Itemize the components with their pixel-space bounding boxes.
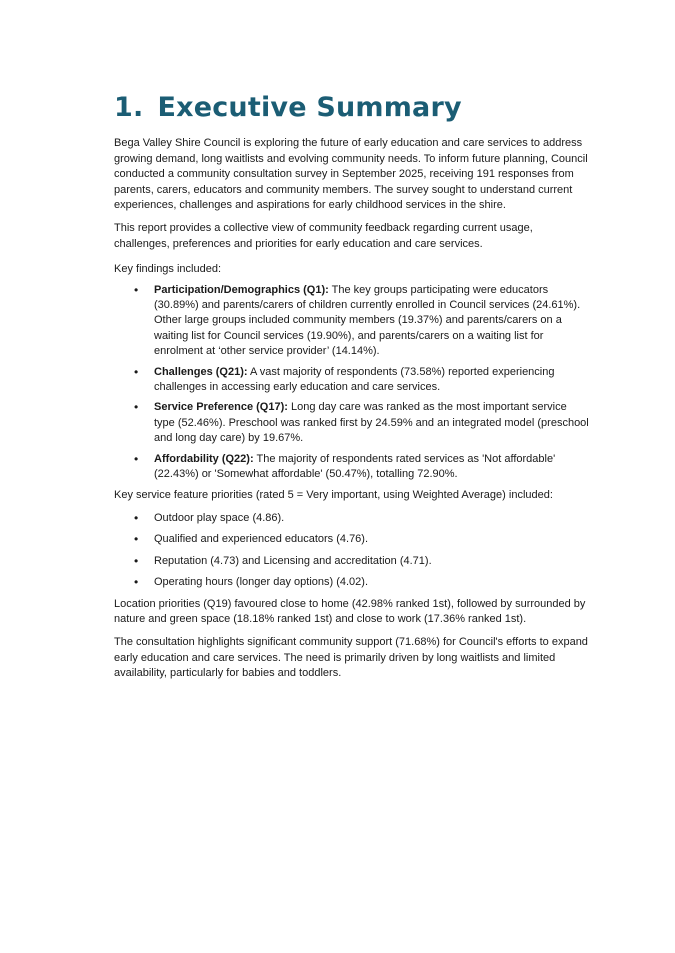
conclusion-paragraph: The consultation highlights significant community support (71.68%) for Council's efforts to expand early education and care services. The need is primarily driven by long waitlists and limited availability, particularly for babies and toddlers. <box>114 636 588 680</box>
key-finding-label: Participation/Demographics (Q1): <box>154 283 329 296</box>
key-finding-label: Challenges (Q21): <box>154 365 248 378</box>
section-title: Executive Summary <box>157 92 462 123</box>
key-finding-text: A vast majority of respondents (73.58%) reported experiencing challenges in accessing early education and care services. <box>154 365 555 394</box>
section-number: 1. <box>114 92 144 123</box>
key-findings-label: Key findings included: <box>114 263 222 276</box>
key-finding-item <box>154 400 589 446</box>
key-finding-item <box>154 365 589 396</box>
key-finding-text: Long day care was ranked as the most important service type (52.46%). Preschool was ranked first by 24.59% and an integrated model (preschool and long day care) by 19.67%. <box>154 401 589 445</box>
report-paragraph: This report provides a collective view of community feedback regarding current usage, challenges, preferences and priorities for early education and care services. <box>114 222 533 250</box>
location-paragraph: Location priorities (Q19) favoured close to home (42.98% ranked 1st), followed by surrounded by nature and green space (18.18% ranked 1st) and close to work (17.36% ranked 1st). <box>114 597 586 625</box>
key-finding-label: Affordability (Q22): <box>154 452 254 465</box>
feature-priorities-list <box>114 511 589 591</box>
key-finding-text: The majority of respondents rated services as 'Not affordable' (22.43%) or 'Somewhat affordable' (50.47%), totalling 72.90%. <box>154 452 556 481</box>
key-finding-item <box>154 452 589 483</box>
feature-priority-item: • Operating hours (longer day options) (4.02). <box>154 575 589 590</box>
key-finding-text: The key groups participating were educators (30.89%) and parents/carers of children currently enrolled in Council services (24.61%). Other large groups included community members (19.37%) and parents/carers on a waiting list for Council services (19.90%), and parents/carers on a waiting list for enrolment at ‘other service provider’ (14.14%). <box>154 283 581 358</box>
key-finding-label: Service Preference (Q17): <box>154 401 288 414</box>
feature-priorities-label: Key service feature priorities (rated 5 = Very important, using Weighted Average) included: <box>114 488 553 501</box>
feature-priority-item: • Qualified and experienced educators (4.76). <box>154 532 589 547</box>
feature-priority-item: • Reputation (4.73) and Licensing and accreditation (4.71). <box>154 554 589 569</box>
feature-priority-item: • Outdoor play space (4.86). <box>154 511 589 526</box>
key-finding-item <box>154 283 589 360</box>
intro-paragraph: Bega Valley Shire Council is exploring the future of early education and care services to address growing demand, long waitlists and evolving community needs. To inform future planning, Council conducted a community consultation survey in September 2025, receiving 191 responses from parents, carers, educators and community members. The survey sought to understand current experiences, challenges and aspirations for early childhood services in the shire. <box>114 137 588 212</box>
key-findings-list <box>114 283 589 483</box>
page-title <box>114 92 589 124</box>
